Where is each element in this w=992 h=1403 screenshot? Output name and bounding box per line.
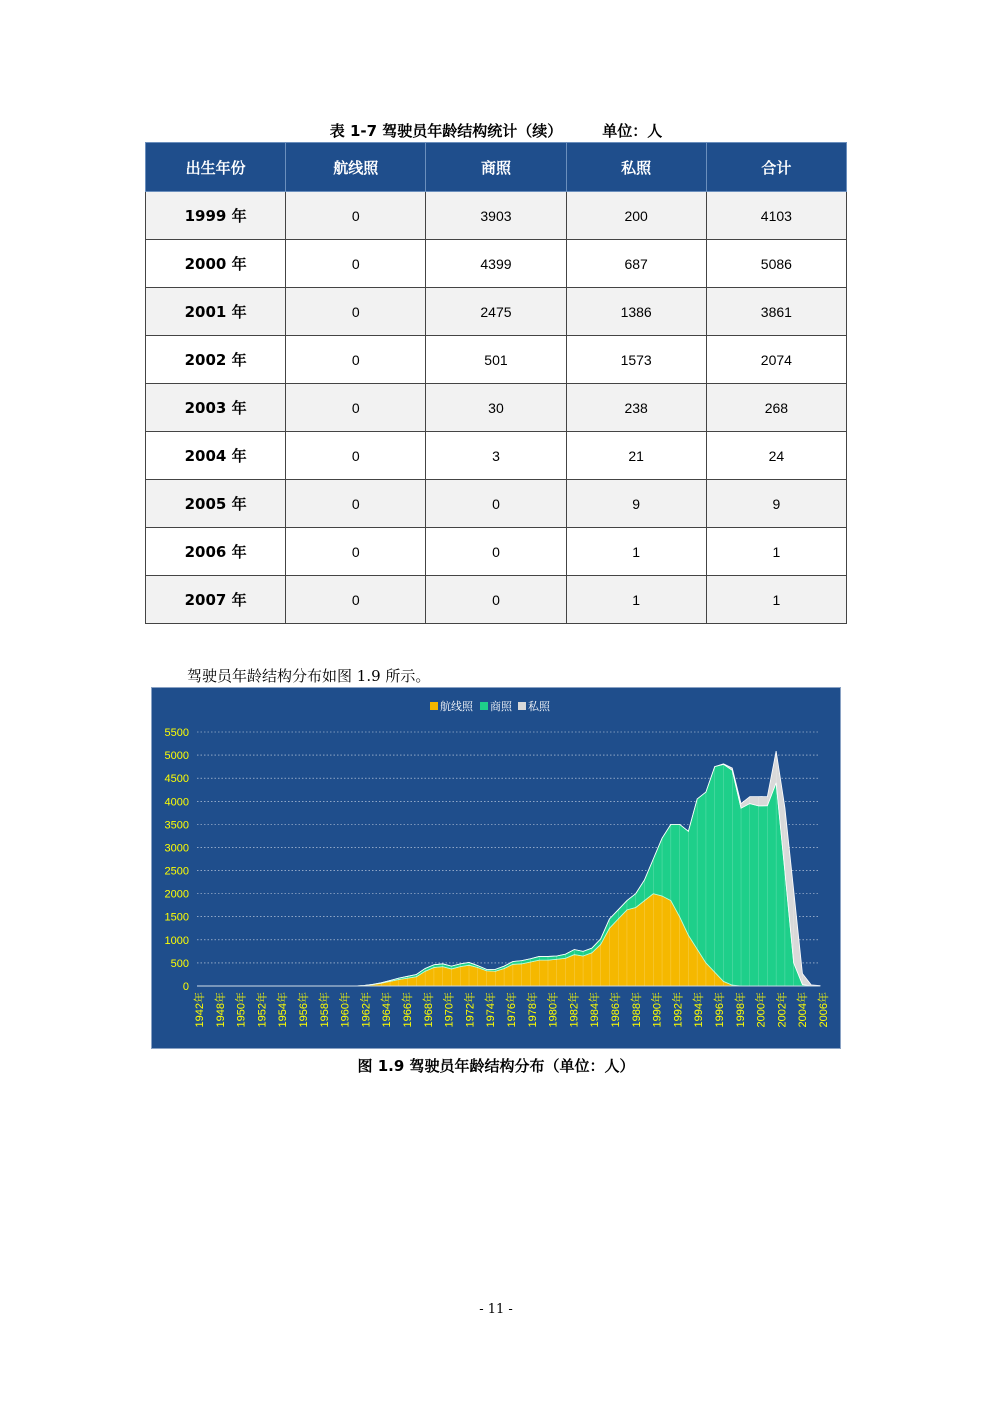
age-distribution-chart xyxy=(151,687,841,1049)
cell-airline: 0 xyxy=(286,288,426,336)
cell-total: 2074 xyxy=(706,336,846,384)
x-tick-label: 1994年 xyxy=(693,992,706,1028)
col-header-airline: 航线照 xyxy=(286,143,426,192)
x-tick-label: 1956年 xyxy=(298,992,310,1028)
table-row xyxy=(146,528,847,576)
x-tick-label: 1974年 xyxy=(485,992,498,1028)
x-tick-label: 1964年 xyxy=(381,992,394,1028)
y-tick-label: 1000 xyxy=(164,934,189,947)
cell-commercial: 3 xyxy=(426,432,566,480)
cell-airline: 0 xyxy=(286,528,426,576)
cell-commercial: 3903 xyxy=(426,192,566,240)
cell-total: 1 xyxy=(706,528,846,576)
y-tick-label: 0 xyxy=(182,981,189,993)
cell-total: 5086 xyxy=(706,240,846,288)
x-tick-label: 1950年 xyxy=(235,992,248,1028)
x-tick-label: 1980年 xyxy=(547,992,560,1028)
table-row xyxy=(146,480,847,528)
x-tick-label: 1960年 xyxy=(339,992,352,1028)
cell-birth-year: 1999 年 xyxy=(146,192,286,240)
y-tick-label: 2000 xyxy=(164,888,189,901)
cell-commercial: 0 xyxy=(426,480,566,528)
cell-total: 9 xyxy=(706,480,846,528)
x-tick-label: 1990年 xyxy=(651,992,664,1028)
col-header-commercial: 商照 xyxy=(426,143,566,192)
cell-commercial: 0 xyxy=(426,528,566,576)
cell-private: 1386 xyxy=(566,288,706,336)
table-header-row xyxy=(146,143,847,192)
cell-airline: 0 xyxy=(286,336,426,384)
x-tick-label: 1970年 xyxy=(443,992,456,1028)
table-row xyxy=(146,336,847,384)
x-tick-label: 2006年 xyxy=(818,992,830,1028)
cell-airline: 0 xyxy=(286,432,426,480)
table-row xyxy=(146,288,847,336)
cell-birth-year: 2003 年 xyxy=(146,384,286,432)
cell-private: 687 xyxy=(566,240,706,288)
table-row xyxy=(146,576,847,624)
legend-label: 商照 xyxy=(490,700,512,713)
cell-commercial: 501 xyxy=(426,336,566,384)
x-tick-label: 2000年 xyxy=(755,992,768,1028)
chart-svg xyxy=(152,688,842,1050)
y-tick-label: 3000 xyxy=(164,842,189,855)
cell-total: 4103 xyxy=(706,192,846,240)
cell-private: 200 xyxy=(566,192,706,240)
x-tick-label: 1968年 xyxy=(422,992,435,1028)
col-header-birth-year: 出生年份 xyxy=(146,143,286,192)
cell-private: 1 xyxy=(566,576,706,624)
table-caption-title: 表 1-7 驾驶员年龄结构统计（续） xyxy=(329,122,563,140)
cell-birth-year: 2005 年 xyxy=(146,480,286,528)
x-tick-label: 1954年 xyxy=(277,992,290,1028)
cell-birth-year: 2002 年 xyxy=(146,336,286,384)
y-tick-label: 3500 xyxy=(164,819,189,832)
y-tick-label: 5500 xyxy=(164,727,189,739)
legend-swatch xyxy=(480,702,488,710)
series-area-2 xyxy=(197,764,820,986)
cell-total: 268 xyxy=(706,384,846,432)
x-tick-label: 1952年 xyxy=(256,992,269,1028)
legend-label: 私照 xyxy=(528,700,550,713)
cell-private: 1 xyxy=(566,528,706,576)
cell-total: 3861 xyxy=(706,288,846,336)
x-tick-label: 1958年 xyxy=(318,992,331,1028)
col-header-private: 私照 xyxy=(566,143,706,192)
age-structure-table xyxy=(145,142,847,624)
cell-birth-year: 2000 年 xyxy=(146,240,286,288)
x-tick-label: 1986年 xyxy=(610,992,622,1028)
cell-total: 24 xyxy=(706,432,846,480)
x-tick-label: 1972年 xyxy=(464,992,477,1028)
y-tick-label: 5000 xyxy=(164,750,189,763)
cell-airline: 0 xyxy=(286,576,426,624)
cell-airline: 0 xyxy=(286,384,426,432)
cell-private: 238 xyxy=(566,384,706,432)
figure-caption: 图 1.9 驾驶员年龄结构分布（单位：人） xyxy=(357,1057,635,1075)
cell-commercial: 2475 xyxy=(426,288,566,336)
x-tick-label: 2004年 xyxy=(797,992,810,1028)
chart-legend xyxy=(430,699,551,713)
table-row xyxy=(146,432,847,480)
y-tick-label: 4500 xyxy=(164,773,189,786)
x-tick-label: 1998年 xyxy=(734,992,747,1028)
x-tick-label: 1984年 xyxy=(589,992,602,1028)
cell-airline: 0 xyxy=(286,480,426,528)
x-tick-label: 1942年 xyxy=(194,992,206,1028)
legend-label: 航线照 xyxy=(440,700,473,713)
x-tick-label: 1996年 xyxy=(714,992,726,1028)
cell-airline: 0 xyxy=(286,240,426,288)
x-tick-label: 1978年 xyxy=(526,992,539,1028)
table-row xyxy=(146,384,847,432)
x-tick-label: 1988年 xyxy=(630,992,643,1028)
cell-private: 1573 xyxy=(566,336,706,384)
table-row xyxy=(146,240,847,288)
y-tick-label: 1500 xyxy=(164,911,189,924)
x-tick-label: 1966年 xyxy=(402,992,414,1028)
table-row xyxy=(146,192,847,240)
cell-total: 1 xyxy=(706,576,846,624)
cell-commercial: 4399 xyxy=(426,240,566,288)
cell-birth-year: 2007 年 xyxy=(146,576,286,624)
cell-birth-year: 2001 年 xyxy=(146,288,286,336)
x-tick-label: 2002年 xyxy=(776,992,789,1028)
y-tick-label: 2500 xyxy=(164,865,189,878)
y-tick-label: 500 xyxy=(170,957,189,970)
legend-swatch xyxy=(430,702,438,710)
cell-commercial: 30 xyxy=(426,384,566,432)
page-number: - 11 - xyxy=(479,1302,513,1317)
x-tick-label: 1982年 xyxy=(568,992,581,1028)
cell-private: 21 xyxy=(566,432,706,480)
x-tick-label: 1976年 xyxy=(506,992,518,1028)
cell-commercial: 0 xyxy=(426,576,566,624)
table-caption-unit: 单位：人 xyxy=(602,122,663,140)
cell-private: 9 xyxy=(566,480,706,528)
x-tick-label: 1992年 xyxy=(672,992,685,1028)
cell-airline: 0 xyxy=(286,192,426,240)
col-header-total: 合计 xyxy=(706,143,846,192)
legend-swatch xyxy=(518,702,526,710)
y-tick-label: 4000 xyxy=(164,796,189,809)
table-caption xyxy=(0,120,992,141)
cell-birth-year: 2006 年 xyxy=(146,528,286,576)
body-paragraph: 驾驶员年龄结构分布如图 1.9 所示。 xyxy=(187,667,431,685)
cell-birth-year: 2004 年 xyxy=(146,432,286,480)
x-tick-label: 1962年 xyxy=(360,992,373,1028)
x-tick-label: 1948年 xyxy=(214,992,227,1028)
